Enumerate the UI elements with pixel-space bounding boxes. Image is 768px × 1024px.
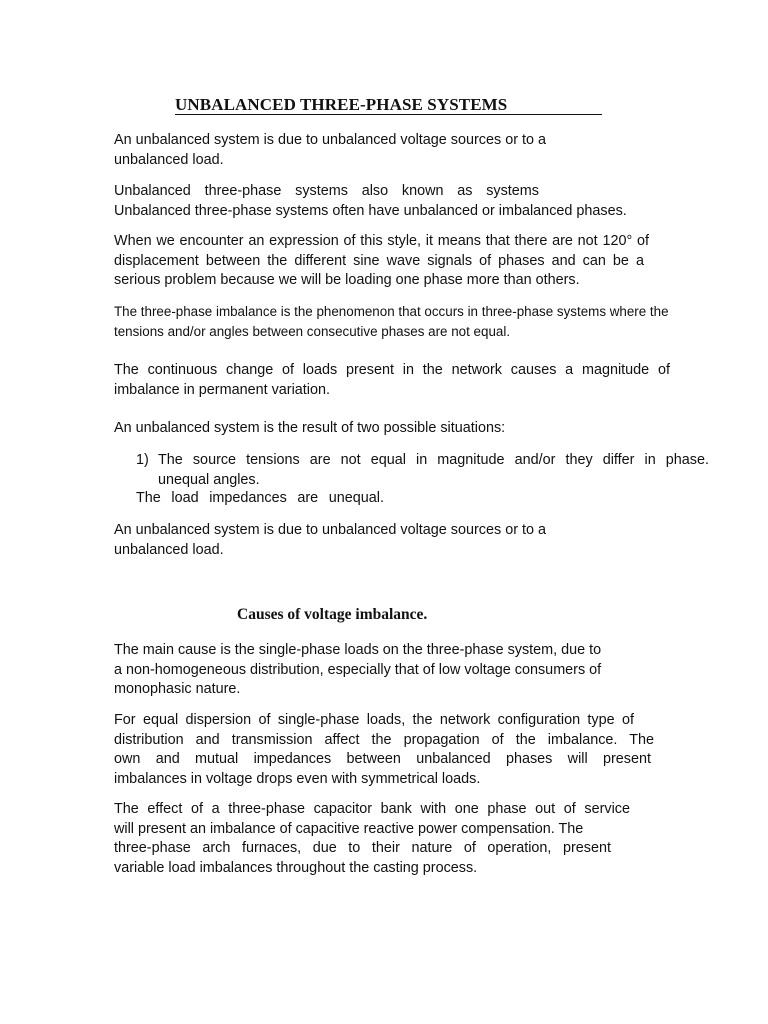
list-number: 1): [136, 452, 149, 468]
paragraph-line: An unbalanced system is due to unbalanced voltage sources or to a: [114, 522, 546, 538]
causes-paragraph-1: [114, 641, 634, 700]
paragraph-7: [114, 521, 574, 560]
paragraph-line: will present an imbalance of capacitive reactive power compensation. The: [114, 820, 584, 837]
paragraph-line: variable load imbalances throughout the casting process.: [114, 859, 478, 876]
paragraph-line: unbalanced load.: [114, 541, 224, 558]
paragraph-line: tensions and/or angles between consecutive phases are not equal.: [114, 324, 511, 339]
paragraph-line: The main cause is the single-phase loads on the three-phase system, due to: [114, 642, 602, 658]
paragraph-line: Unbalanced three-phase systems also known as systems: [114, 183, 539, 199]
paragraph-line: distribution and transmission affect the propagation of the imbalance. The: [114, 731, 654, 748]
list-item-line: The source tensions are not equal in magnitude and/or they differ in phase.: [158, 452, 709, 468]
paragraph-line: own and mutual impedances between unbalanced phases will present: [114, 751, 651, 767]
paragraph-1: [114, 131, 574, 170]
section-heading: Causes of voltage imbalance.: [237, 606, 428, 623]
title-underline: [175, 114, 602, 115]
paragraph-line: three-phase arch furnaces, due to their nature of operation, present: [114, 840, 611, 856]
page-title: [175, 94, 507, 116]
paragraph-line: a non-homogeneous distribution, especially that of low voltage consumers of: [114, 661, 602, 678]
causes-paragraph-2: [114, 711, 656, 789]
paragraph-6: [114, 419, 654, 439]
paragraph-4: [114, 302, 704, 342]
paragraph-line: The three-phase imbalance is the phenomenon that occurs in three-phase systems where the: [114, 304, 669, 319]
paragraph-line: displacement between the different sine wave signals of phases and can be a: [114, 252, 644, 269]
paragraph-5: [114, 361, 674, 400]
paragraph-line: unbalanced load.: [114, 151, 224, 168]
paragraph-line: monophasic nature.: [114, 681, 241, 697]
list-continuation: [136, 489, 396, 509]
paragraph-2: [114, 182, 654, 221]
paragraph-line: imbalance in permanent variation.: [114, 381, 330, 398]
paragraph-line: When we encounter an expression of this style, it means that there are not 120° of: [114, 233, 649, 249]
paragraph-line: imbalances in voltage drops even with symmetrical loads.: [114, 770, 481, 787]
list-item-line: The load impedances are unequal.: [136, 490, 384, 506]
paragraph-line: An unbalanced system is due to unbalanced voltage sources or to a: [114, 132, 546, 148]
page-title-text: UNBALANCED THREE-PHASE SYSTEMS: [175, 95, 508, 114]
paragraph-line: The effect of a three-phase capacitor bank with one phase out of service: [114, 801, 630, 817]
list-item-1: [158, 451, 709, 490]
paragraph-line: The continuous change of loads present in the network causes a magnitude of: [114, 362, 670, 378]
paragraph-line: Unbalanced three-phase systems often have unbalanced or imbalanced phases.: [114, 202, 627, 219]
paragraph-line: An unbalanced system is the result of two possible situations:: [114, 420, 506, 436]
paragraph-line: For equal dispersion of single-phase loads, the network configuration type of: [114, 712, 634, 728]
list-item-line: unequal angles.: [158, 471, 260, 488]
causes-paragraph-3: [114, 800, 634, 878]
paragraph-3: [114, 232, 654, 291]
paragraph-line: serious problem because we will be loading one phase more than others.: [114, 272, 580, 288]
